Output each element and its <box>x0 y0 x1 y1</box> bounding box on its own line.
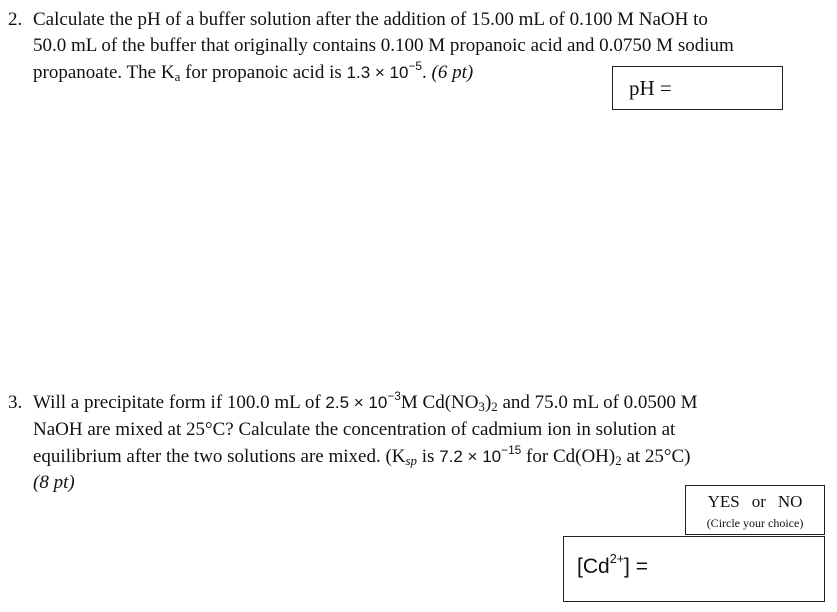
ph-answer-label: pH = <box>629 76 672 100</box>
question-text-line: Calculate the pH of a buffer solution after the addition of 15.00 mL of 0.100 M NaOH to <box>33 9 708 30</box>
no-option[interactable]: NO <box>777 492 803 511</box>
cadmium-answer-label <box>577 552 648 579</box>
points-label: (8 pt) <box>33 472 75 493</box>
points-label: (6 pt) <box>431 62 474 83</box>
ka-exponent: −5 <box>408 58 422 73</box>
question-number: 3. <box>8 392 23 413</box>
question-text-line <box>33 60 473 86</box>
or-label: or <box>751 492 766 511</box>
yes-no-choice-box <box>685 485 825 535</box>
ksp-value <box>439 442 522 466</box>
ka-mantissa: 1.3 × 10 <box>346 63 409 82</box>
text-fragment: at 25°C) <box>621 446 691 467</box>
charge-superscript: 2+ <box>609 552 625 567</box>
text-fragment: Will a precipitate form if 100.0 mL of <box>33 392 326 413</box>
text-fragment: is <box>417 446 440 467</box>
cadmium-answer-box[interactable] <box>563 536 825 602</box>
label-fragment: [Cd <box>577 555 610 578</box>
concentration-value <box>325 388 401 412</box>
question-text-line <box>33 444 691 470</box>
conc-mantissa: 2.5 × 10 <box>325 393 388 412</box>
subscript: 2 <box>615 453 622 469</box>
ksp-mantissa: 7.2 × 10 <box>439 447 502 466</box>
text-fragment: and 75.0 mL of 0.0500 M <box>497 392 698 413</box>
text-fragment: for propanoic acid is <box>180 62 347 83</box>
text-fragment: for Cd(OH) <box>521 446 616 467</box>
question-text-line: 50.0 mL of the buffer that originally contains 0.100 M propanoic acid and 0.0750 M sodium <box>33 35 734 56</box>
text-fragment: propanoate. The K <box>33 62 175 83</box>
choice-instruction: (Circle your choice) <box>706 516 804 530</box>
yes-option[interactable]: YES <box>707 492 740 511</box>
yes-no-options <box>686 492 824 512</box>
text-fragment: . <box>422 62 432 83</box>
text-fragment: M Cd(NO <box>400 392 479 413</box>
question-number: 2. <box>8 9 23 30</box>
label-fragment: ] = <box>624 555 648 578</box>
subscript: a <box>174 69 181 85</box>
subscript: 2 <box>491 399 498 415</box>
conc-exponent: −3 <box>387 388 401 403</box>
question-text-line: NaOH are mixed at 25°C? Calculate the concentration of cadmium ion in solution at <box>33 419 676 440</box>
ka-value <box>346 58 422 82</box>
text-fragment: ) <box>484 392 492 413</box>
subscript: 3 <box>478 399 485 415</box>
ksp-exponent: −15 <box>501 442 522 457</box>
text-fragment: equilibrium after the two solutions are mixed. (K <box>33 446 406 467</box>
ph-answer-box[interactable] <box>612 66 783 110</box>
question-text-line <box>33 390 698 416</box>
subscript: sp <box>405 453 418 469</box>
